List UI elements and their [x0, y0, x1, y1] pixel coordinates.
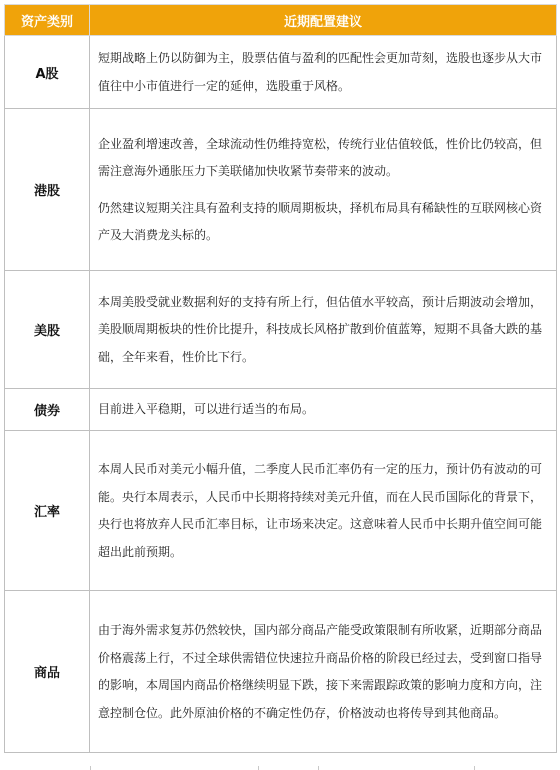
category-cell: 债券 — [5, 389, 90, 431]
bottom-edge-marks — [0, 764, 560, 770]
category-cell: 美股 — [5, 271, 90, 389]
asset-allocation-table — [4, 4, 557, 753]
advice-cell — [90, 36, 557, 109]
advice-cell — [90, 591, 557, 753]
table-header-row — [5, 5, 557, 36]
table-row-bonds — [5, 389, 557, 431]
advice-paragraph: 仍然建议短期关注具有盈利支持的顺周期板块，择机布局具有稀缺性的互联网核心资产及大消费龙头标的。 — [98, 200, 543, 242]
advice-cell — [90, 389, 557, 431]
category-cell: A股 — [5, 36, 90, 109]
advice-cell — [90, 431, 557, 591]
table-row-exchange-rate — [5, 431, 557, 591]
advice-paragraph: 短期战略上仍以防御为主，股票估值与盈利的匹配性会更加苛刻，选股也逐步从大市值往中小市值进行一定的延伸，选股重于风格。 — [98, 51, 543, 93]
advice-paragraph: 本周人民币对美元小幅升值，二季度人民币汇率仍有一定的压力，预计仍有波动的可能。央行本周表示，人民币中长期将持续对美元升值，而在人民币国际化的背景下，央行也将放弃人民币汇率目标，让市场来决定。这意味着人民币中长期升值空间可能超出此前预期。 — [98, 462, 543, 559]
header-asset-category: 资产类别 — [5, 5, 90, 36]
category-cell: 商品 — [5, 591, 90, 753]
advice-paragraph: 本周美股受就业数据利好的支持有所上行，但估值水平较高，预计后期波动会增加，美股顺周期板块的性价比提升，科技成长风格扩散到价值蓝筹，短期不具备大跌的基础，全年来看，性价比下行。 — [98, 294, 543, 364]
asset-allocation-table-wrapper — [4, 4, 556, 753]
advice-cell — [90, 271, 557, 389]
advice-paragraph: 目前进入平稳期，可以进行适当的布局。 — [98, 401, 315, 416]
table-row-us-shares — [5, 271, 557, 389]
table-row-a-shares — [5, 36, 557, 109]
category-cell: 汇率 — [5, 431, 90, 591]
header-recent-allocation-advice: 近期配置建议 — [90, 5, 557, 36]
advice-cell — [90, 109, 557, 271]
advice-paragraph: 企业盈利增速改善，全球流动性仍维持宽松，传统行业估值较低，性价比仍较高，但需注意海外通胀压力下美联储加快收紧节奏带来的波动。 — [98, 136, 543, 178]
advice-paragraph: 由于海外需求复苏仍然较快，国内部分商品产能受政策限制有所收紧，近期部分商品价格震荡上行，不过全球供需错位快速拉升商品价格的阶段已经过去，受到窗口指导的影响，本周国内商品价格继续明显下跌，接下来需跟踪政策的影响力度和方向，注意控制仓位。此外原油价格的不确定性仍存，价格波动也将传导到其他商品。 — [98, 623, 543, 720]
category-cell: 港股 — [5, 109, 90, 271]
table-row-hk-shares — [5, 109, 557, 271]
table-row-commodities — [5, 591, 557, 753]
